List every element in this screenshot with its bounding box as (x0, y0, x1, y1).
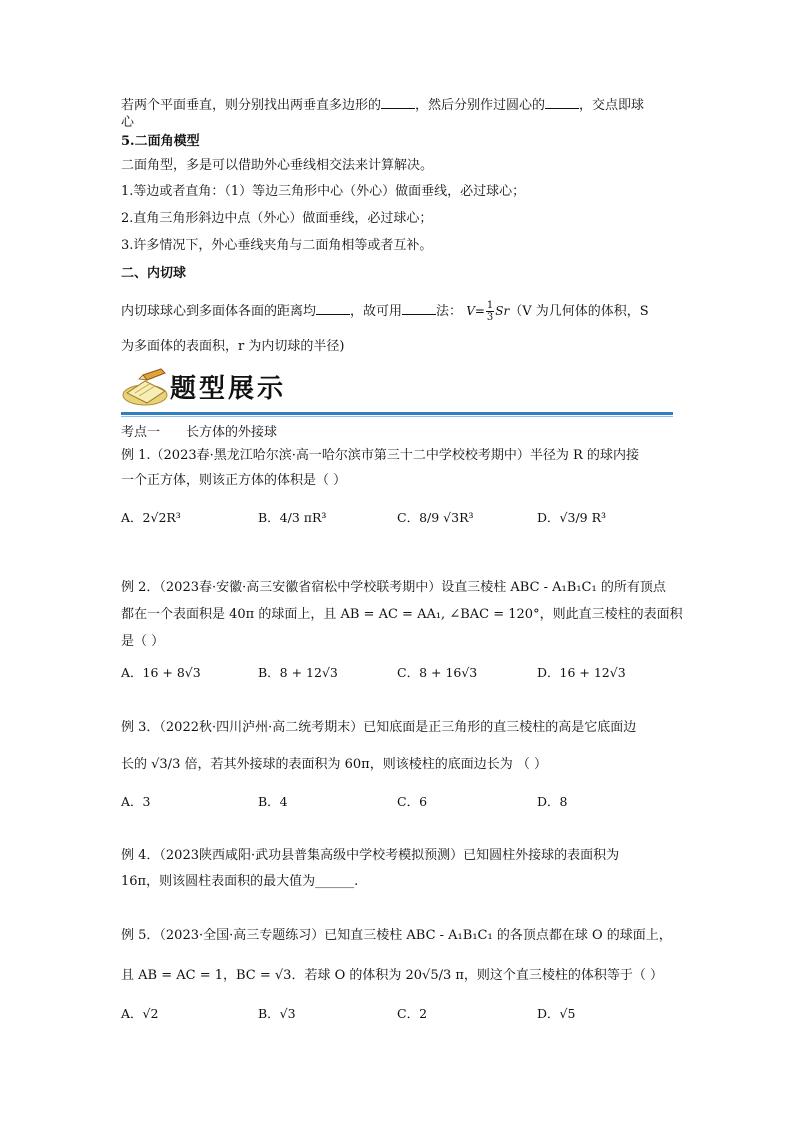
example-2-option-d[interactable]: D．16 + 12√3 (537, 665, 626, 680)
example-1-line-1: 例 1.（2023春·黑龙江哈尔滨·高一哈尔滨市第三十二中学校校考期中）半径为 R 的球内接 (121, 448, 639, 463)
section-5-line-2: 1.等边或者直角：（1）等边三角形中心（外心）做面垂线，必过球心； (121, 184, 526, 199)
example-2-option-b[interactable]: B．8 + 12√3 (258, 665, 338, 680)
banner-divider (121, 412, 673, 415)
example-5-line-2: 且 AB = AC = 1，BC = √3．若球 O 的体积为 20√5/3 π，则这个直三棱柱的体积等于（ ） (121, 968, 664, 983)
point-heading: 考点一 长方体的外接球 (121, 425, 278, 440)
fill-blank (545, 96, 579, 109)
intro-line-1: 若两个平面垂直，则分别找出两垂直多边形的 ，然后分别作过圆心的 ，交点即球 (121, 98, 645, 113)
example-2-option-c[interactable]: C．8 + 16√3 (397, 665, 478, 680)
example-1-option-b[interactable]: B．4/3 πR³ (258, 510, 327, 525)
example-5-option-a[interactable]: A．√2 (121, 1006, 159, 1021)
formula-v-equals-third-sr: V= $\frac{1}{3}$ Sr (466, 300, 510, 323)
intro-line-2: 心 (121, 115, 135, 130)
example-3-option-c[interactable]: C．6 (397, 794, 428, 809)
example-3-line-2: 长的 √3/3 倍，若其外接球的表面积为 60π，则该棱柱的底面边长为 （ ） (121, 757, 547, 772)
example-3-line-1: 例 3．（2022秋·四川泸州·高二统考期末）已知底面是正三角形的直三棱柱的高是它底面边 (121, 720, 637, 735)
example-5-line-1: 例 5．（2023·全国·高三专题练习）已知直三棱柱 ABC - A₁B₁C₁ 的各顶点都在球 O 的球面上， (121, 928, 672, 943)
section-5-line-1: 二面角型，多是可以借助外心垂线相交法来计算解决。 (121, 158, 434, 173)
banner-title: 题型展示 (170, 374, 287, 404)
example-5-option-d[interactable]: D．√5 (537, 1006, 576, 1021)
pencil-book-icon (121, 367, 171, 409)
example-2-option-a[interactable]: A．16 + 8√3 (121, 665, 201, 680)
example-3-option-b[interactable]: B．4 (258, 794, 288, 809)
section-2-title: 二、内切球 (121, 266, 187, 281)
fill-blank (381, 96, 415, 109)
example-3-option-a[interactable]: A．3 (121, 794, 151, 809)
example-1-option-d[interactable]: D．√3/9 R³ (537, 510, 607, 525)
section-5-line-4: 3.许多情况下，外心垂线夹角与二面角相等或者互补。 (121, 238, 433, 253)
section-5-title: 5.二面角模型 (121, 134, 200, 149)
example-3-option-d[interactable]: D．8 (537, 794, 568, 809)
example-1-option-c[interactable]: C．8/9 √3R³ (397, 510, 474, 525)
inscribed-line-1: 内切球球心到多面体各面的距离均 ，故可用 法： V= $\frac{1}{3}$ Sr（V 为几何体的体积，S (121, 300, 649, 323)
fill-blank (402, 302, 436, 315)
example-1-option-a[interactable]: A．2√2R³ (121, 510, 181, 525)
section-5-line-3: 2.直角三角形斜边中点（外心）做面垂线，必过球心； (121, 211, 433, 226)
banner-divider-light (121, 416, 673, 417)
example-4-line-2: 16π，则该圆柱表面积的最大值为______. (121, 874, 359, 889)
fill-blank (316, 302, 350, 315)
example-5-option-b[interactable]: B．√3 (258, 1006, 296, 1021)
example-4-line-1: 例 4．（2023陕西咸阳·武功县普集高级中学校考模拟预测）已知圆柱外接球的表面积为 (121, 848, 620, 863)
inscribed-line-2: 为多面体的表面积，r 为内切球的半径) (121, 339, 345, 354)
example-2-line-3: 是（ ） (121, 634, 165, 649)
example-2-line-2: 都在一个表面积是 40π 的球面上，且 AB = AC = AA₁, ∠BAC = 120°，则此直三棱柱的表面积 (121, 607, 683, 622)
example-5-option-c[interactable]: C．2 (397, 1006, 428, 1021)
example-2-line-1: 例 2．（2023春·安徽·高三安徽省宿松中学校联考期中）设直三棱柱 ABC - A₁B₁C₁ 的所有顶点 (121, 580, 666, 595)
example-1-line-2: 一个正方体，则该正方体的体积是（ ） (121, 473, 347, 488)
